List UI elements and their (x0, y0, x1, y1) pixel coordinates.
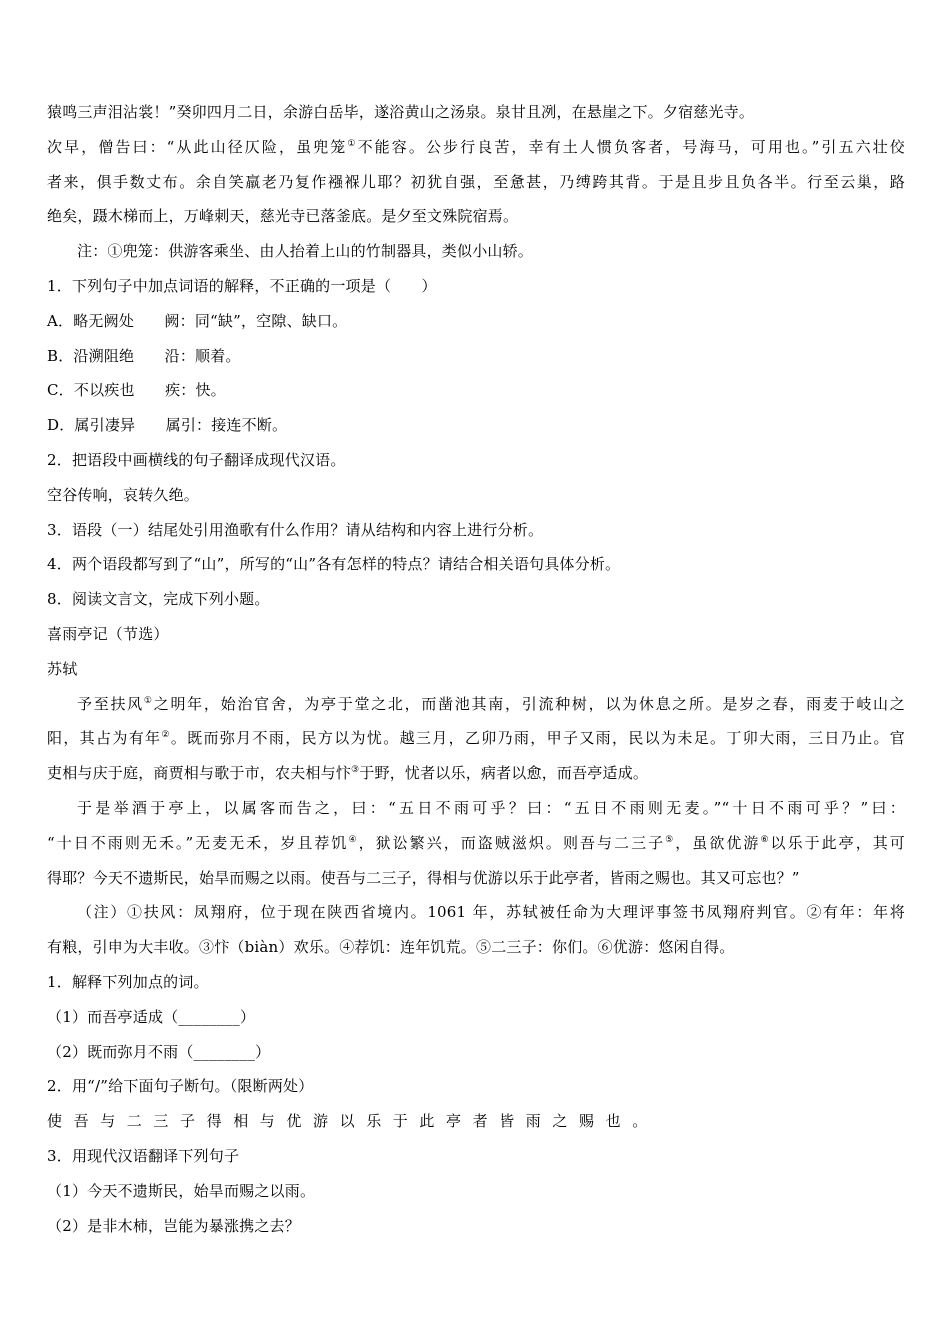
text-line (47, 791, 905, 826)
text-line (47, 443, 905, 478)
text-segment: 有粮，引申为大丰收。③忭（biàn）欢乐。④荐饥：连年饥荒。⑤二三子：你们。⑥优游：悠闲自得。 (47, 938, 735, 957)
text-segment: ，虽欲优游 (675, 833, 761, 852)
text-segment: 以乐于此亭，其可 (770, 833, 905, 852)
text-segment: A．略无阙处 阙：同“缺”，空隙、缺口。 (47, 311, 348, 330)
footnote-marker: ① (143, 695, 154, 706)
text-segment: 1．解释下列加点的词。 (47, 972, 209, 991)
text-line (47, 930, 905, 965)
footnote-marker: ① (347, 138, 358, 149)
document-page (47, 95, 905, 1243)
footnote-marker: ④ (348, 834, 359, 845)
text-line (47, 269, 905, 304)
text-segment: 阳，其占为有年 (47, 729, 162, 748)
text-line (47, 1209, 905, 1244)
text-segment: 。既而弥月不雨，民方以为忧。越三月，乙卯乃雨，甲子又雨，民以为未足。丁卯大雨，三日乃止。官 (170, 729, 905, 748)
text-line (47, 234, 905, 269)
footnote-marker: ③ (351, 765, 360, 776)
text-segment: 者来，俱手数丈布。余自笑羸老乃复作襁褓儿耶？初犹自强，至惫甚，乃缚跨其背。于是且步且负各半。行至云巢，路 (47, 172, 905, 191)
text-segment: （2）是非木柿，岂能为暴涨携之去？ (47, 1216, 300, 1235)
text-line (47, 130, 905, 165)
text-segment: 得耶？今天不遗斯民，始旱而赐之以雨。使吾与二三子，得相与优游以乐于此亭者，皆雨之赐也。其又可忘也？” (47, 868, 800, 887)
text-segment: 注：①兜笼：供游客乘坐、由人抬着上山的竹制器具，类似小山轿。 (77, 242, 534, 261)
text-line (47, 199, 905, 234)
text-line (47, 1000, 905, 1035)
text-segment: 喜雨亭记（节选） (47, 624, 169, 643)
text-line (47, 478, 905, 513)
text-line (47, 756, 905, 791)
text-line (47, 339, 905, 374)
footnote-marker: ⑥ (760, 834, 771, 845)
text-segment: 于是举酒于亭上，以属客而告之，曰：“五日不雨可乎？曰：“五日不雨则无麦。”“十日不雨可乎？”曰： (77, 798, 905, 817)
text-segment: 3．用现代汉语翻译下列句子 (47, 1146, 240, 1165)
text-segment: 次早，僧告曰：“从此山径仄险，虽兜笼 (47, 137, 348, 156)
text-line (47, 408, 905, 443)
text-segment: 使吾与二三子得相与优游以乐于此亭者皆雨之赐也。 (47, 1112, 659, 1131)
text-line (47, 895, 905, 930)
text-line (47, 617, 905, 652)
text-segment: 吏相与庆于庭，商贾相与歌于市，农夫相与忭 (47, 764, 352, 783)
text-segment: （1）今天不遗斯民，始旱而赐之以雨。 (47, 1181, 316, 1200)
text-segment: 2．用“/”给下面句子断句。（限断两处） (47, 1077, 314, 1096)
text-segment: （2）既而弥月不雨（________） (47, 1042, 271, 1061)
text-line (47, 1174, 905, 1209)
text-segment: 2．把语段中画横线的句子翻译成现代汉语。 (47, 450, 346, 469)
text-segment: D．属引凄异 属引：接连不断。 (47, 416, 288, 435)
text-segment: 予至扶风 (77, 694, 144, 713)
footnote-marker: ⑤ (665, 834, 676, 845)
text-line (47, 652, 905, 687)
text-segment: 绝矣，蹑木梯而上，万峰刺天，慈光寺已落釜底。是夕至文殊院宿焉。 (47, 207, 519, 226)
text-line (47, 95, 905, 130)
text-line (47, 861, 905, 896)
text-line (47, 721, 905, 756)
text-segment: 于野，忧者以乐，病者以愈，而吾亭适成。 (359, 764, 649, 783)
text-segment: 8．阅读文言文，完成下列小题。 (47, 590, 270, 609)
text-segment: ，狱讼繁兴，而盗贼滋炽。则吾与二三子 (358, 833, 666, 852)
text-line (47, 826, 905, 861)
text-line (47, 373, 905, 408)
text-line (47, 1139, 905, 1174)
text-segment: 空谷传响，哀转久绝。 (47, 485, 200, 504)
text-segment: 苏轼 (47, 659, 78, 678)
text-segment: 不能容。公步行良苦，幸有土人惯负客者，号海马，可用也。”引五六壮佼 (357, 137, 905, 156)
text-line (47, 304, 905, 339)
text-segment: （1）而吾亭适成（________） (47, 1007, 256, 1026)
text-line (47, 513, 905, 548)
text-line (47, 1035, 905, 1070)
text-line (47, 582, 905, 617)
text-segment: 1．下列句子中加点词语的解释，不正确的一项是（ ） (47, 276, 437, 295)
text-line (47, 165, 905, 200)
text-line (47, 1069, 905, 1104)
footnote-marker: ② (161, 730, 171, 741)
text-line (47, 547, 905, 582)
text-segment: “十日不雨则无禾。”无麦无禾，岁且荐饥 (47, 833, 349, 852)
text-segment: 4．两个语段都写到了“山”，所写的“山”各有怎样的特点？请结合相关语句具体分析。 (47, 555, 621, 574)
text-segment: 猿鸣三声泪沾裳！”癸卯四月二日，余游白岳毕，遂浴黄山之汤泉。泉甘且冽，在悬崖之下。夕宿慈光寺。 (47, 103, 755, 121)
text-segment: 之明年，始治官舍，为亭于堂之北，而凿池其南，引流种树，以为休息之所。是岁之春，雨麦于岐山之 (153, 694, 905, 713)
text-segment: C．不以疾也 疾：快。 (47, 381, 226, 400)
text-line (47, 687, 905, 722)
text-line (47, 965, 905, 1000)
text-segment: 3．语段（一）结尾处引用渔歌有什么作用？请从结构和内容上进行分析。 (47, 520, 544, 539)
text-segment: （注）①扶风：凤翔府，位于现在陕西省境内。1061 年，苏轼被任命为大理评事签书凤翔府判官。②有年：年将 (77, 903, 905, 922)
text-segment: B．沿溯阻绝 沿：顺着。 (47, 346, 241, 365)
text-line (47, 1104, 905, 1139)
